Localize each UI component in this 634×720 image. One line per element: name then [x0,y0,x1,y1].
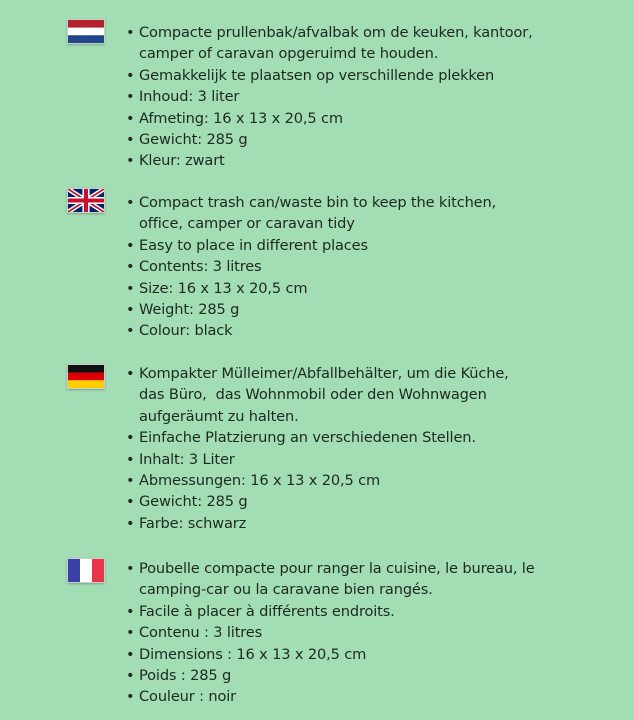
list-item: • Abmessungen: 16 x 13 x 20,5 cm [126,470,626,491]
list-item: • Compact trash can/waste bin to keep the kitchen, office, camper or caravan tidy [126,192,626,235]
list-item: • Compacte prullenbak/afvalbak om de keuken, kantoor, camper of caravan opgeruimd te houden. [126,22,626,65]
united-kingdom-flag-icon [67,188,105,213]
list-item: • Farbe: schwarz [126,513,626,534]
list-item: • Inhoud: 3 liter [126,86,626,107]
france-flag-icon [67,558,105,583]
feature-list-english [126,192,626,342]
netherlands-flag-icon [67,19,105,44]
list-item: • Poubelle compacte pour ranger la cuisine, le bureau, le camping-car ou la caravane bien rangés. [126,558,626,601]
list-item: • Colour: black [126,320,626,341]
list-item: • Contenu : 3 litres [126,622,626,643]
list-item: • Poids : 285 g [126,665,626,686]
feature-list-dutch [126,22,626,172]
feature-list-german [126,363,626,534]
list-item: • Contents: 3 litres [126,256,626,277]
list-item: • Couleur : noir [126,686,626,707]
list-item: • Gewicht: 285 g [126,491,626,512]
list-item: • Inhalt: 3 Liter [126,449,626,470]
list-item: • Einfache Platzierung an verschiedenen Stellen. [126,427,626,448]
list-item: • Gemakkelijk te plaatsen op verschillende plekken [126,65,626,86]
list-item: • Kleur: zwart [126,150,626,171]
list-item: • Easy to place in different places [126,235,626,256]
feature-list-french [126,558,626,708]
list-item: • Dimensions : 16 x 13 x 20,5 cm [126,644,626,665]
list-item: • Afmeting: 16 x 13 x 20,5 cm [126,108,626,129]
germany-flag-icon [67,364,105,389]
list-item: • Weight: 285 g [126,299,626,320]
list-item: • Kompakter Mülleimer/Abfallbehälter, um die Küche, das Büro, das Wohnmobil oder den Wohnwagen aufgeräumt zu halten. [126,363,626,427]
list-item: • Gewicht: 285 g [126,129,626,150]
list-item: • Facile à placer à différents endroits. [126,601,626,622]
list-item: • Size: 16 x 13 x 20,5 cm [126,278,626,299]
